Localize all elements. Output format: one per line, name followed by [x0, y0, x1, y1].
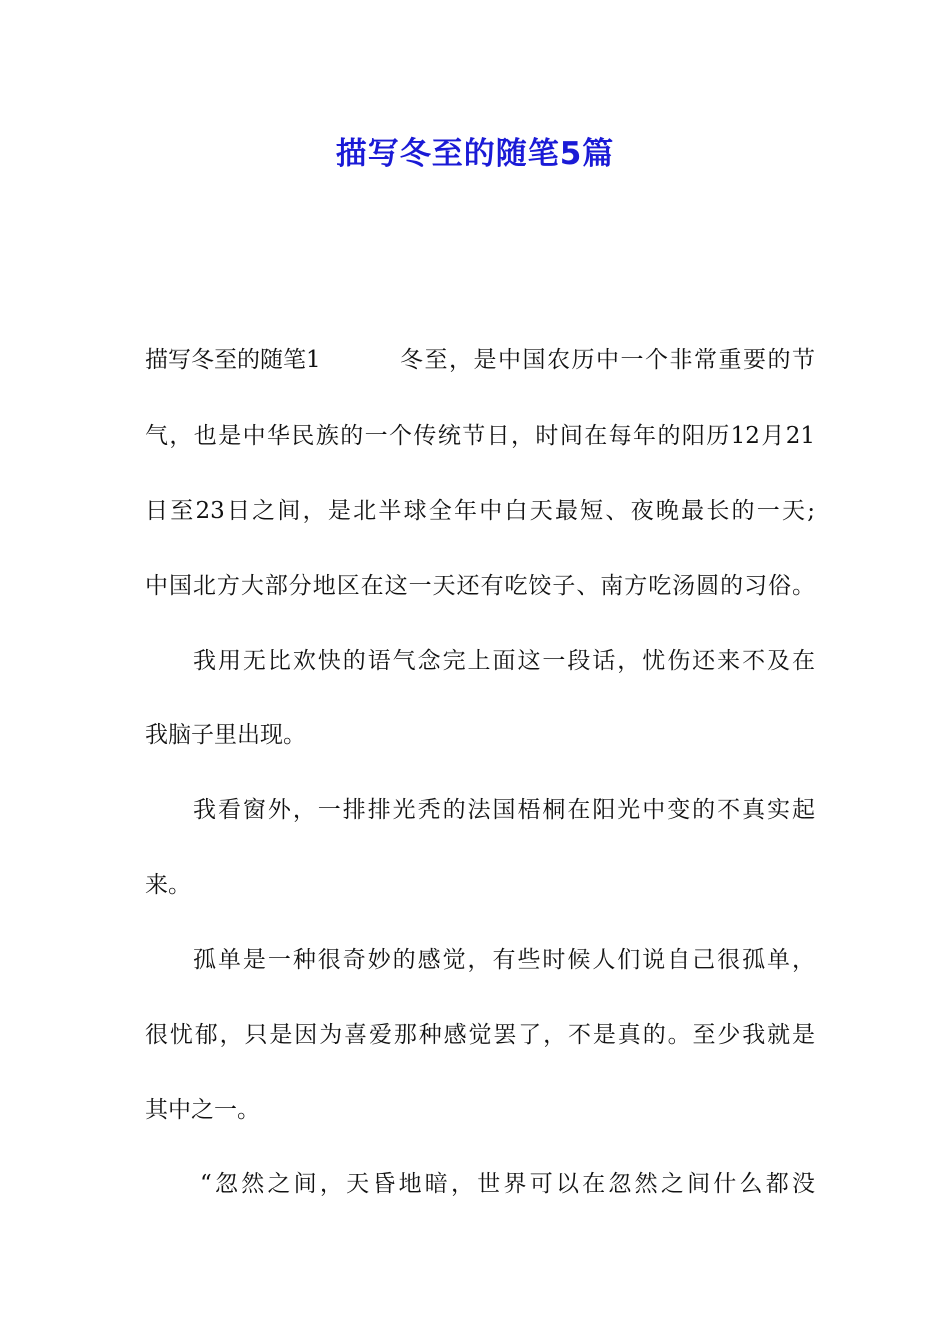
paragraph-line: 我用无比欢快的语气念完上面这一段话，忧伤还来不及在 [193, 648, 815, 674]
paragraph-line: 孤单是一种很奇妙的感觉，有些时候人们说自己很孤单， [193, 947, 815, 973]
paragraph-line: 我脑子里出现。 [145, 722, 306, 748]
paragraph-line: 其中之一。 [145, 1097, 260, 1123]
paragraph-line: 很忧郁，只是因为喜爱那种感觉罢了，不是真的。至少我就是 [145, 1022, 815, 1048]
paragraph-line: 气，也是中华民族的一个传统节日，时间在每年的阳历12月21 [145, 423, 815, 449]
paragraph-line: “忽然之间，天昏地暗，世界可以在忽然之间什么都没 [200, 1171, 815, 1197]
paragraph-line: 日至23日之间，是北半球全年中白天最短、夜晚最长的一天; [145, 498, 815, 524]
paragraph-text: 冬至，是中国农历中一个非常重要的节 [400, 347, 815, 373]
paragraph-line [145, 344, 815, 376]
paragraph-line: 我看窗外，一排排光秃的法国梧桐在阳光中变的不真实起 [193, 797, 815, 823]
section-heading: 描写冬至的随笔1 [145, 347, 321, 373]
document-title: 描写冬至的随笔5篇 [335, 136, 615, 172]
paragraph-line: 来。 [145, 872, 191, 898]
paragraph-line: 中国北方大部分地区在这一天还有吃饺子、南方吃汤圆的习俗。 [145, 573, 815, 599]
